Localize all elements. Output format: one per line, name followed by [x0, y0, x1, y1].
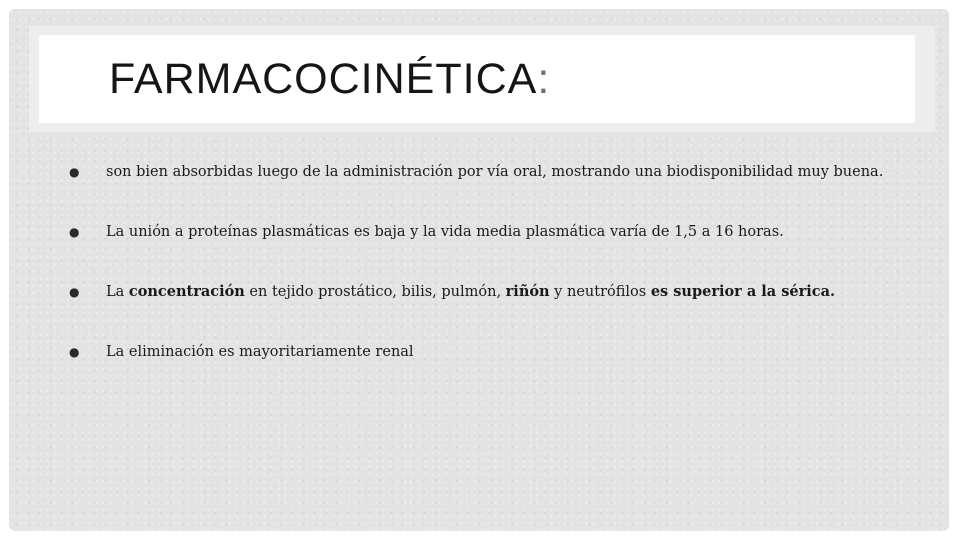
slide	[9, 9, 949, 531]
slide-title	[109, 54, 550, 104]
bullet-text-segment: La	[106, 284, 129, 300]
bullet-dot-icon: ●	[69, 285, 80, 299]
bullet-text: La unión a proteínas plasmáticas es baja y la vida media plasmática varía de 1,5 a 16 horas.	[106, 224, 784, 240]
bullet-bold-concentracion: concentración	[128, 283, 245, 300]
bullet-item	[69, 282, 889, 302]
bullet-bold-rinon: riñón	[505, 283, 550, 300]
bullet-item	[69, 222, 889, 242]
bullet-item	[69, 342, 889, 362]
bullet-list	[69, 162, 889, 362]
title-band	[29, 26, 935, 132]
bullet-dot-icon: ●	[69, 165, 80, 179]
bullet-text-segment: y neutrófilos	[549, 284, 651, 300]
bullet-text: son bien absorbidas luego de la administración por vía oral, mostrando una biodisponibilidad muy buena.	[106, 164, 884, 180]
bullet-dot-icon: ●	[69, 345, 80, 359]
bullet-text: La eliminación es mayoritariamente renal	[106, 344, 414, 360]
slide-title-text: FARMACOCINÉTICA	[109, 55, 538, 103]
bullet-text-segment: en tejido prostático, bilis, pulmón,	[244, 284, 506, 300]
bullet-bold-superior: es superior a la sérica.	[650, 283, 836, 300]
bullet-item	[69, 162, 889, 182]
title-box	[39, 35, 915, 123]
bullet-dot-icon: ●	[69, 225, 80, 239]
slide-title-colon: :	[537, 55, 551, 103]
